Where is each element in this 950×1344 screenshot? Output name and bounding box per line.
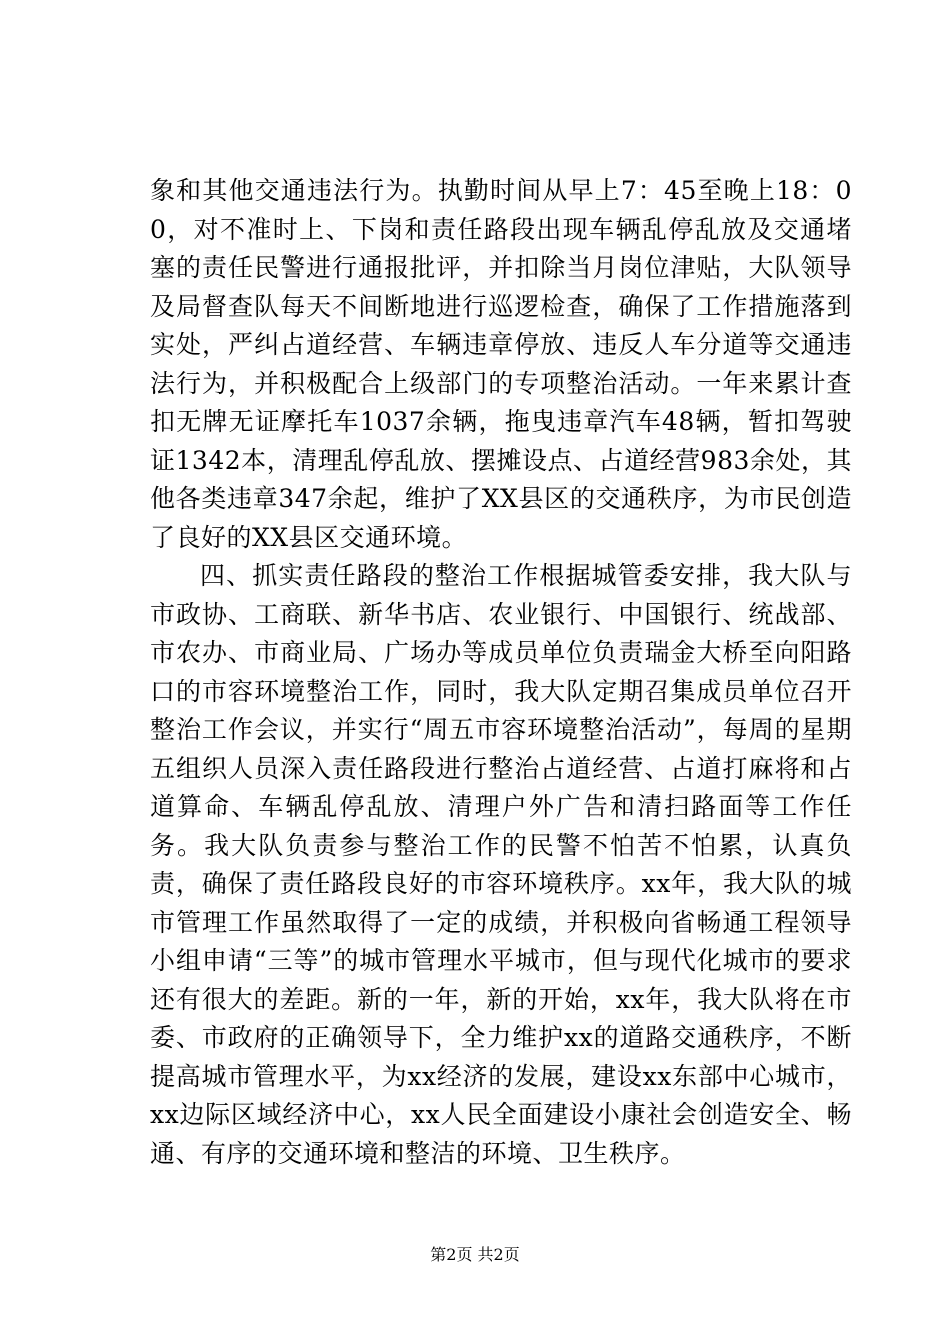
paragraph-section-four: 四、抓实责任路段的整治工作根据城管委安排，我大队与市政协、工商联、新华书店、农业银行、中国银行、统战部、市农办、市商业局、广场办等成员单位负责瑞金大桥至向阳路口的市容环境整治工作，同时，我大队定期召集成员单位召开整治工作会议，并实行“周五市容环境整治活动”，每周的星期五组织人员深入责任路段进行整治占道经营、占道打麻将和占道算命、车辆乱停乱放、清理户外广告和清扫路面等工作任务。我大队负责参与整治工作的民警不怕苦不怕累，认真负责，确保了责任路段良好的市容环境秩序。xx年，我大队的城市管理工作虽然取得了一定的成绩，并积极向省畅通工程领导小组申请“三等”的城市管理水平城市，但与现代化城市的要求还有很大的差距。新的一年，新的开始，xx年，我大队将在市委、市政府的正确领导下，全力维护xx的道路交通秩序，不断提高城市管理水平，为xx经济的发展，建设xx东部中心城市，xx边际区域经济中心，xx人民全面建设小康社会创造安全、畅通、有序的交通环境和整洁的环境、卫生秩序。: [150, 561, 852, 1168]
paragraph-continued: 象和其他交通违法行为。执勤时间从早上7：45至晚上18：00，对不准时上、下岗和责任路段出现车辆乱停乱放及交通堵塞的责任民警进行通报批评，并扣除当月岗位津贴，大队领导及局督查队每天不间断地进行巡逻检查，确保了工作措施落到实处，严纠占道经营、车辆违章停放、违反人车分道等交通违法行为，并积极配合上级部门的专项整治活动。一年来累计查扣无牌无证摩托车1037余辆，拖曳违章汽车48辆，暂扣驾驶证1342本，清理乱停乱放、摆摊设点、占道经营983余处，其他各类违章347余起，维护了XX县区的交通秩序，为市民创造了良好的XX县区交通环境。: [150, 176, 852, 552]
page-number-footer: 第2页 共2页: [430, 1245, 520, 1264]
document-body: [150, 172, 852, 1173]
